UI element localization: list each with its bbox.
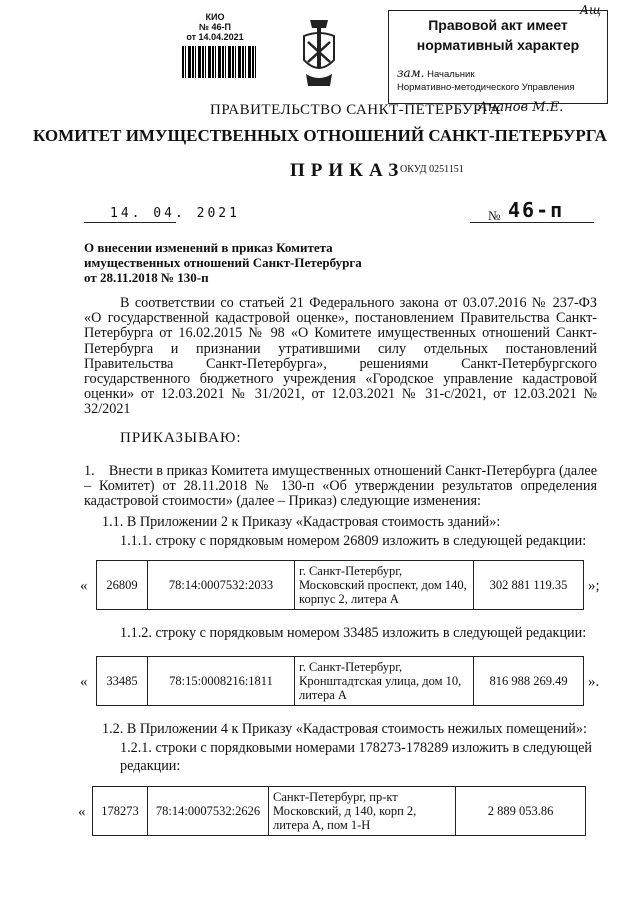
row-number: 33485: [97, 657, 148, 706]
row1-open-quote: «: [80, 578, 88, 594]
government-title: ПРАВИТЕЛЬСТВО САНКТ-ПЕТЕРБУРГА: [210, 102, 501, 118]
address-cell: г. Санкт-Петербург, Московский проспект, дом 140, корпус 2, литера А: [295, 561, 474, 610]
row1-close-quote: »;: [588, 578, 600, 594]
row2-table: [96, 656, 584, 706]
cadastral-number: 78:15:0008216:1811: [148, 657, 295, 706]
row3-open-quote: «: [78, 804, 86, 820]
table-row: [97, 561, 584, 610]
cadastral-value: 816 988 269.49: [474, 657, 584, 706]
legal-title-line: Правовой акт имеет: [428, 17, 568, 33]
signature-name: Ананов М.Е.: [478, 100, 564, 115]
signature-top: Ащ: [579, 3, 601, 17]
row-number: 178273: [93, 787, 148, 836]
address-cell: Санкт-Петербург, пр-кт Московский, д 140, корп 2, литера А, пом 1-Н: [269, 787, 456, 836]
registration-stamp: [170, 12, 260, 42]
number-sign: №: [488, 208, 501, 223]
table-row: [93, 787, 586, 836]
row-number: 26809: [97, 561, 148, 610]
cadastral-value: 2 889 053.86: [456, 787, 586, 836]
document-date: 14. 04. 2021: [110, 206, 240, 221]
item-1-2-1-cont: редакции:: [120, 758, 181, 774]
legal-title-line: нормативный характер: [416, 37, 580, 53]
barcode: [182, 46, 256, 78]
row1-table: [96, 560, 584, 610]
item-1-paragraph: 1. Внести в приказ Комитета имущественных отношений Санкт-Петербурга (далее – Комитет) от 28.11.2018 № 130-п «Об утверждении результатов определения кадастровой стоимости» (далее – Приказ) следующие изменения:: [84, 463, 597, 510]
legal-approver: [397, 67, 574, 94]
legal-status-title: [389, 15, 607, 55]
legal-status-box: [388, 3, 608, 104]
number-underline: [470, 222, 594, 223]
subject-line: О внесении изменений в приказ Комитета: [84, 240, 333, 255]
cadastral-number: 78:14:0007532:2033: [148, 561, 295, 610]
date-underline: [84, 222, 176, 223]
item-1-1-1: 1.1.1. строку с порядковым номером 26809 изложить в следующей редакции:: [120, 533, 587, 549]
document-number: 46-п: [508, 198, 565, 222]
item-1-1: 1.1. В Приложении 2 к Приказу «Кадастровая стоимость зданий»:: [102, 514, 501, 530]
document-type: ПРИКАЗ: [290, 160, 405, 181]
table-row: [97, 657, 584, 706]
preamble-paragraph: В соответствии со статьей 21 Федерального закона от 03.07.2016 № 237-ФЗ «О государственной кадастровой оценке», постановлением Правительства Санкт-Петербурга от 16.02.2015 № 98 «О Комитете имущественных отношений Санкт-Петербурга и признании утратившими силу отдельных постановлений Правительства Санкт-Петербурга», решениями Санкт-Петербургского государственного бюджетного учреждения «Городское управление кадастровой оценки» от 12.03.2021 № 31/2021, от 12.03.2021 № 31-с/2021, от 12.03.2021 № 32/2021: [84, 295, 597, 418]
document-subject: [84, 240, 444, 285]
row2-open-quote: «: [80, 674, 88, 690]
cadastral-number: 78:14:0007532:2626: [148, 787, 269, 836]
approver-department: Нормативно-методического Управления: [397, 82, 575, 93]
committee-title: КОМИТЕТ ИМУЩЕСТВЕННЫХ ОТНОШЕНИЙ САНКТ-ПЕТЕРБУРГА: [33, 126, 607, 145]
subject-line: от 28.11.2018 № 130-п: [84, 270, 209, 285]
stamp-line: КИО: [205, 12, 225, 22]
stamp-line: от 14.04.2021: [186, 32, 244, 42]
item-1-2-1: 1.2.1. строки с порядковыми номерами 178273-178289 изложить в следующей: [120, 740, 593, 756]
row2-close-quote: ».: [588, 674, 600, 690]
okud-code: ОКУД 0251151: [400, 164, 464, 175]
approver-role: Начальник: [427, 69, 475, 80]
item-1-1-2: 1.1.2. строку с порядковым номером 33485 изложить в следующей редакции:: [120, 625, 587, 641]
subject-line: имущественных отношений Санкт-Петербурга: [84, 255, 362, 270]
address-cell: г. Санкт-Петербург, Кронштадтская улица, дом 10, литера А: [295, 657, 474, 706]
approver-prefix: зам.: [397, 66, 425, 80]
cadastral-value: 302 881 119.35: [474, 561, 584, 610]
order-word: ПРИКАЗЫВАЮ:: [120, 430, 242, 446]
item-1-2: 1.2. В Приложении 4 к Приказу «Кадастровая стоимость нежилых помещений»:: [102, 721, 587, 737]
coat-of-arms-emblem: [300, 16, 338, 90]
stamp-line: № 46-П: [198, 22, 231, 32]
row3-table: [92, 786, 586, 836]
